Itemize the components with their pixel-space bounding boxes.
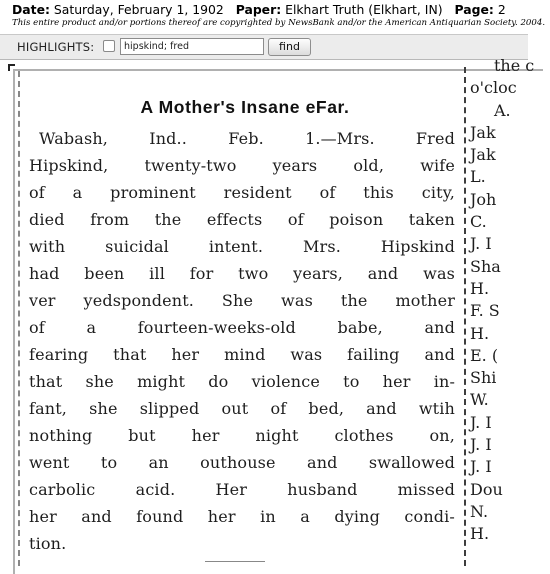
- article: [29, 95, 455, 557]
- adjacent-column-line: N.: [470, 501, 489, 521]
- adjacent-column-line: the c: [494, 56, 535, 75]
- find-button[interactable]: find: [268, 38, 311, 56]
- adjacent-column-line: E. (: [470, 345, 499, 365]
- article-line: her and found her in a dying condi-: [29, 507, 455, 526]
- adjacent-column-line: H.: [470, 323, 490, 343]
- article-line: fearing that her mind was failing and: [29, 345, 455, 364]
- adjacent-column-line: H.: [470, 278, 490, 298]
- article-line: nothing but her night clothes on,: [29, 426, 455, 445]
- highlights-toolbar: [0, 34, 528, 60]
- highlight-terms-input[interactable]: [120, 38, 264, 55]
- article-line: tion.: [29, 534, 67, 553]
- adjacent-column-fragment: [470, 55, 550, 546]
- adjacent-column-line: J. I: [470, 412, 492, 432]
- adjacent-column-line: Jak: [470, 122, 496, 142]
- adjacent-column-line: Jak: [470, 145, 496, 165]
- article-line: ver yedspondent. She was the mother: [29, 291, 455, 310]
- article-line: with suicidal intent. Mrs. Hipskind: [29, 237, 455, 256]
- article-end-rule: [205, 561, 265, 562]
- adjacent-column-line: Shi: [470, 368, 497, 388]
- article-line: Wabash, Ind.. Feb. 1.—Mrs. Fred: [39, 129, 455, 148]
- article-line: of a prominent resident of this city,: [29, 183, 455, 202]
- document-meta-line: [12, 2, 528, 17]
- date-value: Saturday, February 1, 1902: [53, 2, 224, 17]
- adjacent-column-line: J. I: [470, 435, 492, 455]
- adjacent-column-line: Dou: [470, 479, 503, 499]
- adjacent-column-line: W.: [470, 390, 489, 410]
- article-line: of a fourteen-weeks-old babe, and: [29, 318, 455, 337]
- column-divider-rule: [464, 67, 467, 566]
- article-line: Hipskind, twenty-two years old, wife: [29, 156, 455, 175]
- adjacent-column-line: o'cloc: [470, 78, 517, 98]
- page-label: Page:: [454, 2, 494, 17]
- article-line: died from the effects of poison taken: [29, 210, 455, 229]
- document-info-bar: [0, 0, 546, 34]
- newspaper-image-viewer[interactable]: [0, 56, 535, 566]
- article-line: that she might do violence to her in-: [29, 372, 455, 391]
- adjacent-column-line: L.: [470, 167, 486, 187]
- paper-label: Paper:: [235, 2, 282, 17]
- adjacent-column-line: C.: [470, 212, 487, 232]
- adjacent-column-line: J. I: [470, 234, 492, 254]
- adjacent-column-line: Joh: [470, 189, 497, 209]
- paper-value: Elkhart Truth (Elkhart, IN): [285, 2, 443, 17]
- article-line: went to an outhouse and swallowed: [29, 453, 455, 472]
- highlights-checkbox[interactable]: [103, 40, 115, 52]
- adjacent-column-line: H.: [470, 524, 490, 544]
- article-line: had been ill for two years, and was: [29, 264, 455, 283]
- adjacent-column-line: A.: [494, 100, 511, 120]
- article-headline: A Mother's Insane eFar.: [140, 97, 350, 117]
- adjacent-column-line: F. S: [470, 301, 500, 321]
- adjacent-column-line: Sha: [470, 256, 501, 276]
- copyright-notice: This entire product and/or portions thereof are copyrighted by NewsBank and/or the American Antiquarian Society. 2004.: [12, 18, 546, 28]
- article-line: fant, she slipped out of bed, and wtih: [29, 399, 455, 418]
- highlights-label: HIGHLIGHTS:: [17, 40, 95, 54]
- date-label: Date:: [12, 2, 50, 17]
- adjacent-column-line: J. I: [470, 457, 492, 477]
- left-column-rule: [18, 71, 21, 566]
- page-value: 2: [497, 2, 506, 17]
- article-line: carbolic acid. Her husband missed: [29, 480, 455, 499]
